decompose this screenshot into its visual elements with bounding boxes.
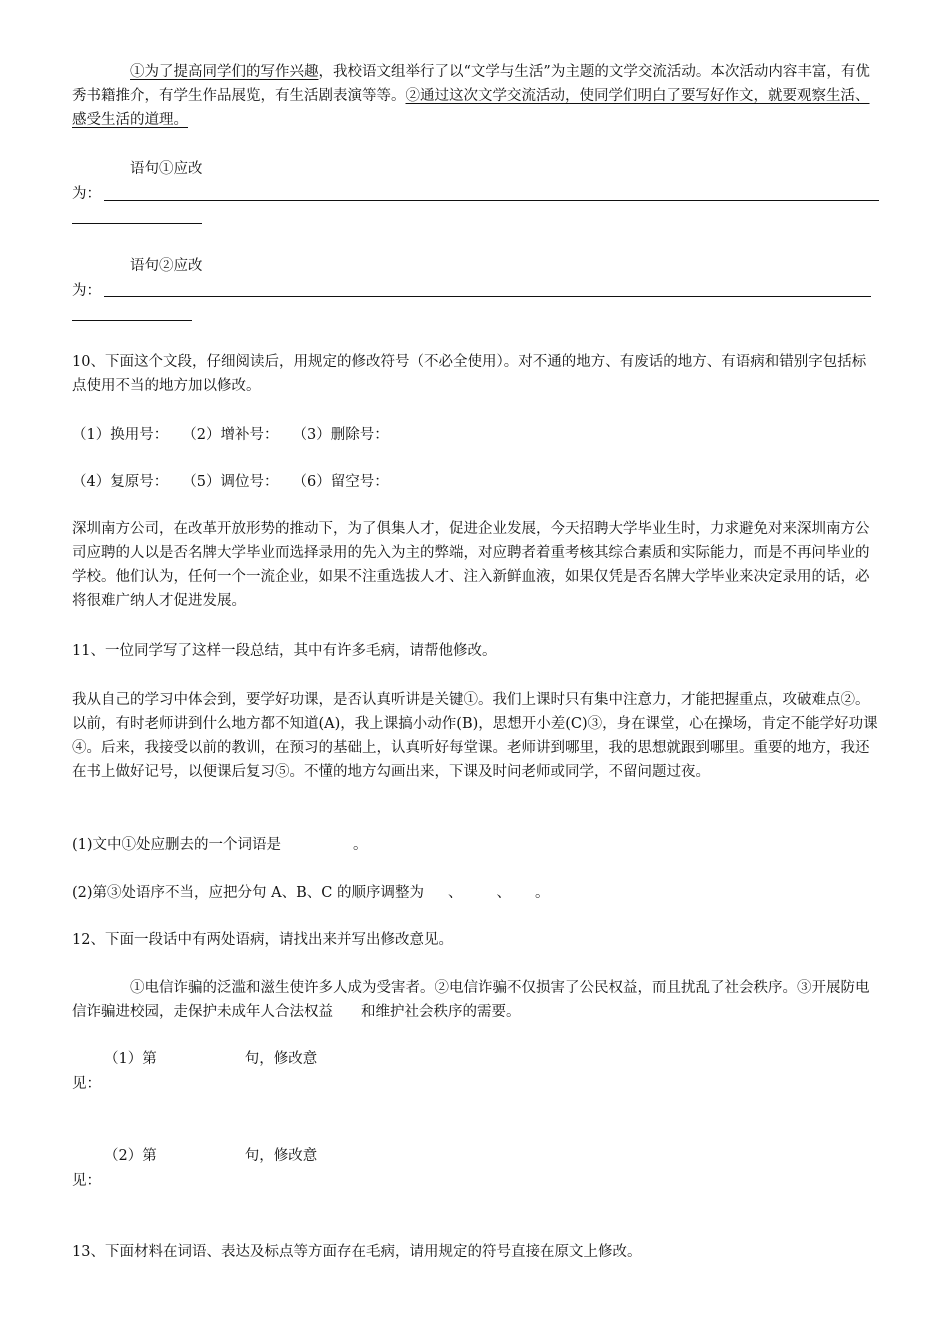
answer-1-blank-line-cont[interactable] xyxy=(72,223,202,224)
answer-1-for: 为： xyxy=(72,186,101,202)
sub-1-end: 。 xyxy=(353,837,368,853)
question-10-symbols-row-2 xyxy=(72,470,880,494)
question-10-passage: 深圳南方公司，在改革开放形势的推动下，为了俱集人才，促进企业发展，今天招聘大学毕业生时，力求避免对来深圳南方公司应聘的人以是否名牌大学毕业而选择录用的先入为主的弊端，对应聘者着重考核其综合素质和实际能力，而是不再问毕业的学校。他们认为，任何一个一流企业，如果不注重选拔人才、注入新鲜血液，如果仅凭是否名牌大学毕业来决定录用的话，必将很难广纳人才促进发展。 xyxy=(72,521,870,609)
question-10-stem: 10、下面这个文段，仔细阅读后，用规定的修改符号（不必全使用）。对不通的地方、有废话的地方、有语病和错别字包括标点使用不当的地方加以修改。 xyxy=(72,354,867,394)
sub-2-end: 。 xyxy=(534,885,550,901)
sub-2-sep-2: 、 xyxy=(496,885,511,901)
question-11-sub-2 xyxy=(72,881,880,905)
answer-12-2-right: 句，修改意 xyxy=(244,1148,318,1164)
answer-2-blank-line-cont[interactable] xyxy=(72,320,192,321)
question-12-stem: 12、下面一段话中有两处语病，请找出来并写出修改意见。 xyxy=(72,932,453,948)
symbol-space: （6）留空号： xyxy=(292,474,389,490)
question-11-passage: 我从自己的学习中体会到，要学好功课，是否认真听讲是关键①。我们上课时只有集中注意力，才能把握重点，攻破难点②。以前，有时老师讲到什么地方都不知道(A)，我上课搞小动作(B)，思想开小差(C)③，身在课堂，心在操场，肯定不能学好功课④。后来，我接受以前的教训，在预习的基础上，认真听好每堂课。老师讲到哪里，我的思想就跟到哪里。重要的地方，我还在书上做好记号，以便课后复习⑤。不懂的地方勾画出来，下课及时问老师或同学，不留问题过夜。 xyxy=(72,692,878,780)
symbol-delete: （3）删除号： xyxy=(292,427,389,443)
answer-1-prompt: 语句①应改 xyxy=(130,161,203,177)
answer-2-prompt: 语句②应改 xyxy=(130,258,203,274)
answer-12-1-right: 句，修改意 xyxy=(244,1051,318,1067)
answer-12-1-left: （1）第 xyxy=(104,1051,157,1067)
sub-1-text: (1)文中①处应删去的一个词语是 xyxy=(72,837,282,853)
symbol-insert: （2）增补号： xyxy=(182,427,279,443)
answer-12-2-left: （2）第 xyxy=(104,1148,157,1164)
answer-1-blank-line[interactable] xyxy=(104,200,879,201)
answer-12-1-line xyxy=(104,1047,504,1071)
passage-12-a: ①电信诈骗的泛滥和滋生使许多人成为受害者。②电信诈骗不仅损害了公民权益，而且扰乱了社会秩序。③开展防电信诈骗进校园，走保护未成年人合法权益 xyxy=(72,980,870,1020)
question-10-symbols-row-1 xyxy=(72,423,880,447)
question-11-stem: 11、一位同学写了这样一段总结，其中有许多毛病，请帮他修改。 xyxy=(72,643,497,659)
answer-12-2-cont: 见： xyxy=(72,1173,101,1189)
answer-12-1-cont: 见： xyxy=(72,1076,101,1092)
question-12-passage xyxy=(72,976,880,1024)
question-13-stem: 13、下面材料在词语、表达及标点等方面存在毛病，请用规定的符号直接在原文上修改。 xyxy=(72,1244,642,1260)
sub-2-sep-1: 、 xyxy=(447,885,463,901)
passage-12-b: 和维护社会秩序的需要。 xyxy=(361,1004,521,1020)
passage-1 xyxy=(72,60,880,132)
symbol-reorder: （5）调位号： xyxy=(182,474,279,490)
sentence-1-underlined: ①为了提高同学们的写作兴趣 xyxy=(130,64,319,80)
answer-2-blank-line[interactable] xyxy=(104,296,871,297)
sentence-2-underlined: ②通过这次文学交流活动，使同学们明白了要写好作文，就要观察生活、感受生活的道理。 xyxy=(72,88,870,128)
question-11-sub-1 xyxy=(72,833,880,857)
sub-2-text: (2)第③处语序不当，应把分句 A、B、C 的顺序调整为 xyxy=(72,885,424,901)
answer-2-for: 为： xyxy=(72,283,101,299)
answer-12-2-line xyxy=(104,1144,504,1168)
symbol-restore: （4）复原号： xyxy=(72,474,169,490)
symbol-replace: （1）换用号： xyxy=(72,427,169,443)
passage-1-middle: ，我校语文组举行了以“文学与生活”为主题的文学交流活动。本次活动内容丰富，有优秀书籍推介，有学生作品展览，有生活剧表演等等。 xyxy=(72,64,870,104)
